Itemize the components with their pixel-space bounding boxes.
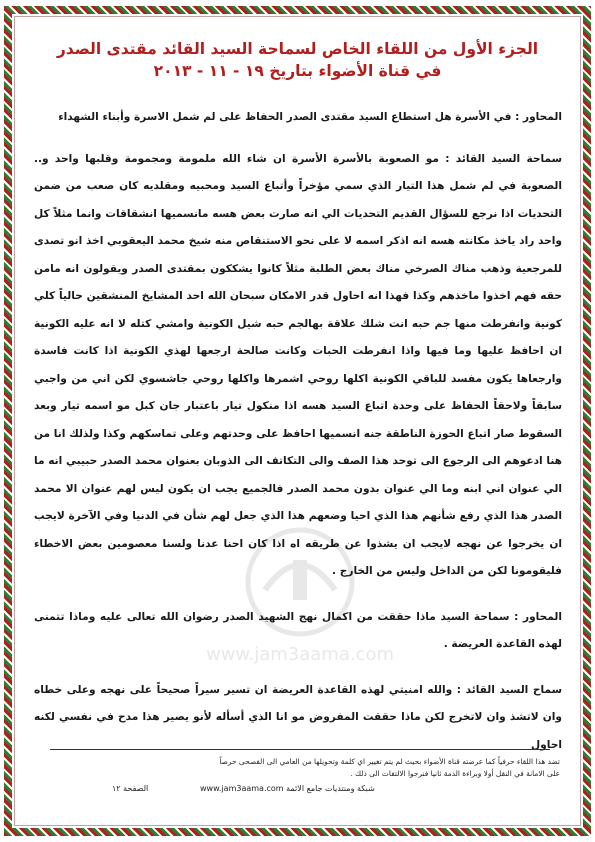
paragraph: سماح السيد القائد : والله امنيتي لهذه القاعدة العريضة ان تسير سيراً صحيحاً على نهجه وعلى خطاه وان لاتشذ وان لاتخرج لكن ماذا حققت المفروض مو انا الذي أسأله لأنو يصير هذا مدح في نفسي لكنه احاول: [34, 683, 562, 751]
footnote-line-2: على الامانة في النقل أولا وبراءة الذمة ثانيا فنرجوا الالتفات الى ذلك .: [350, 769, 560, 778]
footnote-line-1: تضد هذا اللقاء حرفياً كما عرضته قناة الأضواء بحيث لم يتم تغيير اي كلمة وتحويلها من العامي الى الفصحى حرصاً: [219, 757, 560, 766]
page-number: الصفحة ١٢: [112, 784, 149, 793]
watermark-text: www.jam3aama.com: [205, 644, 395, 665]
paragraph: المحاور : سماحة السيد ماذا حققت من اكمال نهج الشهيد الصدر رضوان الله تعالى عليه وماذا تتمنى لهذه القاعدة العريضة .: [34, 610, 562, 650]
article-body: [34, 104, 562, 777]
title-line-2: في قناة الأضواء بتاريخ ١٩ - ١١ - ٢٠١٣: [153, 62, 442, 80]
footer-divider: [50, 749, 550, 750]
footnote: [40, 756, 560, 780]
paragraph: المحاور : في الأسرة هل استطاع السيد مقتدى الصدر الحفاظ على لم شمل الاسرة وأبناء الشهداء: [58, 111, 562, 123]
page-title: [24, 38, 571, 82]
title-line-1: الجزء الأول من اللقاء الخاص لسماحة السيد القائد مقتدى الصدر: [56, 40, 539, 58]
paragraph: سماحة السيد القائد : مو الصعوبة بالأسرة الأسرة ان شاء الله ملمومة ومجمومة وقلبها واحد و.. الصعوبة في لم شمل هذا التيار الذي سمي مؤخراً وأتباع السيد ومحبيه ومقلديه كان صعب من ضمن التحديات اذا نرجع للسؤال القديم التحديات الي انه صارت بعض هسه مانسميها انشقاقات وانما مثلاً كل واحد راد ياخذ مكانته هسه انه اذكر اسمه لا على نحو الاستنقاص منه شيخ محمد اليعقوبي اخذ انو تصدى للمرجعية وذهب مناك الصرخي مناك بعض الطلبة مثلاً كانوا يشككون بمقتدى الصدر ويقولون انه مامن حقه فهم اخذوا ماخذهم وكذا فهذا انه احاول قدر الامكان سبحان الله احد المشايخ المنشقين حالياً كلي كونية وانفرطت منها جم حبه انت شلك علاقة بهالجم حبه شيل الكونية وامشي كتله لا انه عليه الكونية ان احافظ عليها وما فيها واذا انفرطت الحبات وكانت صالحة ارجعها لهذي الكونية اذا كانت فاسدة وارجعاها يكون مفسد للباقي الكونية اكلها روحي اشمرها واكلها روحي جاشسوي لكن اني من واجبي سابقاً ولاحقاً الحفاظ على وحدة اتباع السيد هسه اذا منكول تيار باعتبار جان كبل مو اسمه تيار وبعد السقوط صار اتباع الحوزة الناطقة جنه انسميها احافظ على وحدتهم وعلى تماسكهم وكذا ولذلك انا من هنا ادعوهم الى الرجوع الى توحد هذا الصف والى التكاتف الى الذوبان بعنوان محمد الصدر حبيبي انه ما الي عنوان اني ابنه وما الي عنوان بدون محمد الصدر فالجميع يجب ان يكون ليس لهم عنوان الا محمد الصدر هذا الذي رفع شأنهم هذا الذي احيا وضعهم هذا الذي جعل لهم شأن في الدنيا وفي الآخرة لايجب ان يخرجوا عن نهجه لايجب ان يشذوا عن طريقه اه اذا كان احنا عدنا ولسنا معصومين بعض الاخطاء فليقومونا لكن من الداخل وليس من الخارج .: [34, 152, 562, 577]
site-credit: شبكة ومنتديات جامع الائمة www.jam3aama.com: [200, 784, 375, 793]
